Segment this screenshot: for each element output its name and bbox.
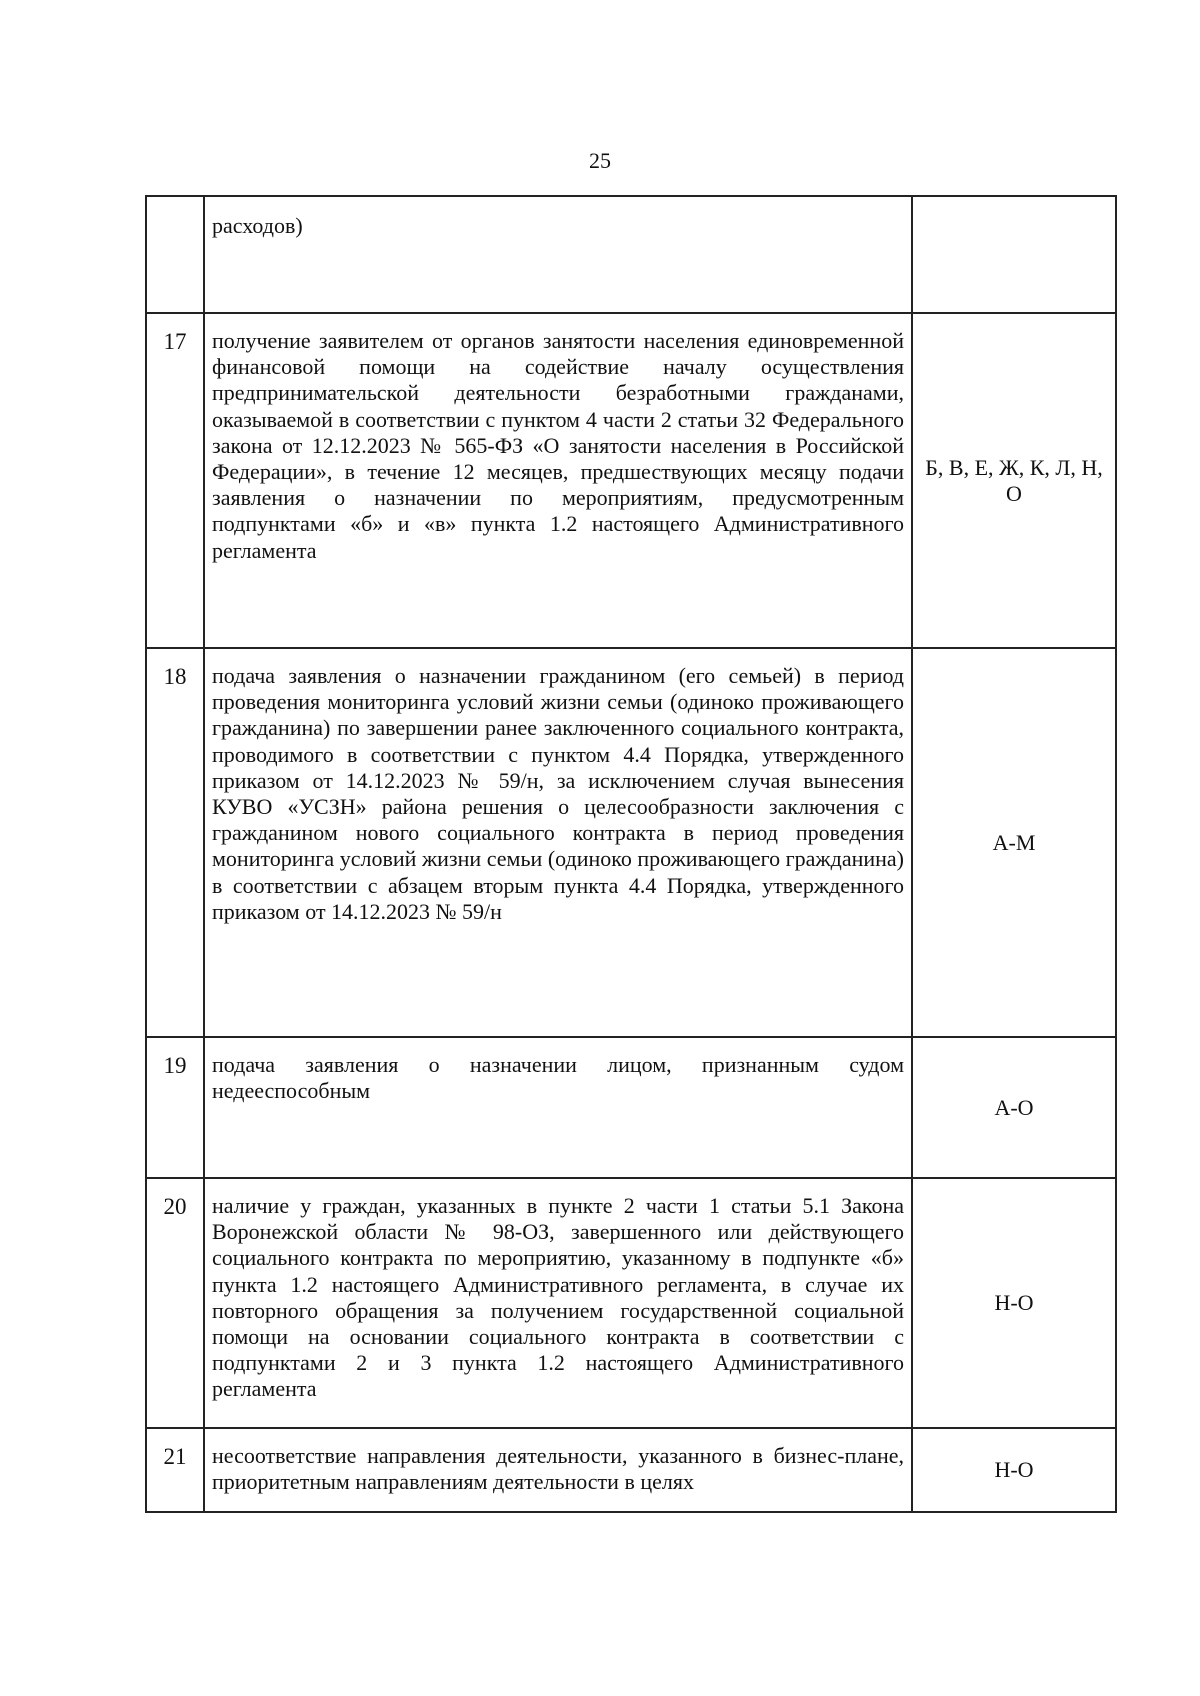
table-row (146, 1428, 1116, 1512)
row-codes (912, 196, 1116, 313)
row-number: 21 (146, 1428, 204, 1512)
row-number: 19 (146, 1037, 204, 1178)
row-text: получение заявителем от органов занятости населения единовременной финансовой помощи на содействие началу осуществления предпринимательской деятельности безработными гражданами, оказываемой в соответствии с пунктом 4 части 2 статьи 32 Федерального закона от 12.12.2023 № 565-ФЗ «О занятости населения в Российской Федерации», в течение 12 месяцев, предшествующих месяцу подачи заявления о назначении по мероприятиям, предусмотренным подпунктами «б» и «в» пункта 1.2 настоящего Административного регламента (204, 313, 912, 648)
grounds-table (145, 195, 1117, 1513)
row-text: расходов) (204, 196, 912, 313)
row-number (146, 196, 204, 313)
row-codes: А-О (912, 1037, 1116, 1178)
table-row (146, 1037, 1116, 1178)
row-number: 18 (146, 648, 204, 1037)
row-text: подача заявления о назначении гражданином (его семьей) в период проведения мониторинга условий жизни семьи (одиноко проживающего гражданина) по завершении ранее заключенного социального контракта, проводимого в соответствии с пунктом 4.4 Порядка, утвержденного приказом от 14.12.2023 № 59/н, за исключением случая вынесения КУВО «УСЗН» района решения о целесообразности заключения с гражданином нового социального контракта в период проведения мониторинга условий жизни семьи (одиноко проживающего гражданина) в соответствии с абзацем вторым пункта 4.4 Порядка, утвержденного приказом от 14.12.2023 № 59/н (204, 648, 912, 1037)
table-row (146, 313, 1116, 648)
row-number: 20 (146, 1178, 204, 1428)
row-codes: Б, В, Е, Ж, К, Л, Н, О (912, 313, 1116, 648)
row-text: несоответствие направления деятельности, указанного в бизнес-плане, приоритетным направлениям деятельности в целях (204, 1428, 912, 1512)
table-row (146, 196, 1116, 313)
row-codes: Н-О (912, 1178, 1116, 1428)
row-text: подача заявления о назначении лицом, признанным судом недееспособным (204, 1037, 912, 1178)
page-number: 25 (589, 148, 611, 173)
row-codes: А-М (912, 648, 1116, 1037)
table-row (146, 648, 1116, 1037)
row-text: наличие у граждан, указанных в пункте 2 части 1 статьи 5.1 Закона Воронежской области № 98-ОЗ, завершенного или действующего социального контракта по мероприятию, указанному в подпункте «б» пункта 1.2 настоящего Административного регламента, в случае их повторного обращения за получением государственной социальной помощи на основании социального контракта в соответствии с подпунктами 2 и 3 пункта 1.2 настоящего Административного регламента (204, 1178, 912, 1428)
row-codes: Н-О (912, 1428, 1116, 1512)
row-number: 17 (146, 313, 204, 648)
table-row (146, 1178, 1116, 1428)
